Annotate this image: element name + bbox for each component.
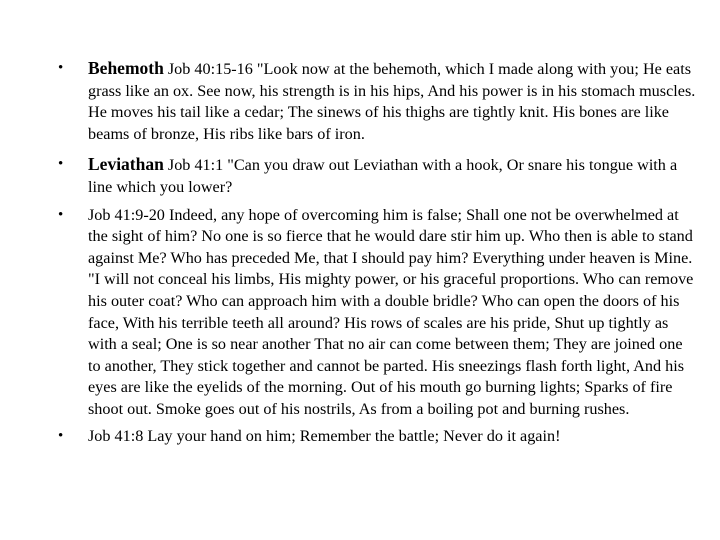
bullet-item-leviathan [58, 154, 698, 198]
bullet-text: Job 41:9-20 Indeed, any hope of overcoming him is false; Shall one not be overwhelmed at the sight of him? No one is so fierce that he would dare stir him up. Who then is able to stand against Me? Who has preceded Me, that I should pay him? Everything under heaven is Mine. "I will not conceal his limbs, His mighty power, or his graceful proportions. Who can remove his outer coat? Who can approach him with a double bridle? Who can open the doors of his face, With his terrible teeth all around? His rows of scales are his pride, Shut up tightly as with a seal; One is so near another That no air can come between them; They are joined one to another, They stick together and cannot be parted. His sneezings flash forth light, And his eyes are like the eyelids of the morning. Out of his mouth go burning lights; Sparks of fire shoot out. Smoke goes out of his nostrils, As from a boiling pot and burning rushes. [88, 205, 694, 418]
bullet-item-behemoth [58, 58, 698, 145]
bullet-icon: • [58, 206, 64, 223]
bullet-icon: • [58, 156, 64, 173]
bullet-text: Job 41:8 Lay your hand on him; Remember the battle; Never do it again! [88, 426, 561, 445]
bullet-text: Job 40:15-16 "Look now at the behemoth, which I made along with you; He eats grass like an ox. See now, his strength is in his hips, And his power is in his stomach muscles. He moves his tail like a cedar; The sinews of his thighs are tightly knit. His bones are like beams of bronze, His ribs like bars of iron. [88, 60, 696, 143]
bullet-term: Behemoth [88, 58, 164, 78]
bullet-icon: • [58, 60, 64, 76]
bullet-item-job-41-8 [58, 426, 698, 448]
bullet-list [58, 58, 698, 447]
bullet-item-job-41-9-20 [58, 205, 698, 421]
bullet-icon: • [58, 427, 64, 444]
bullet-term: Leviathan [88, 154, 164, 175]
bullet-text: Job 41:1 "Can you draw out Leviathan with a hook, Or snare his tongue with a line which you lower? [88, 156, 678, 196]
